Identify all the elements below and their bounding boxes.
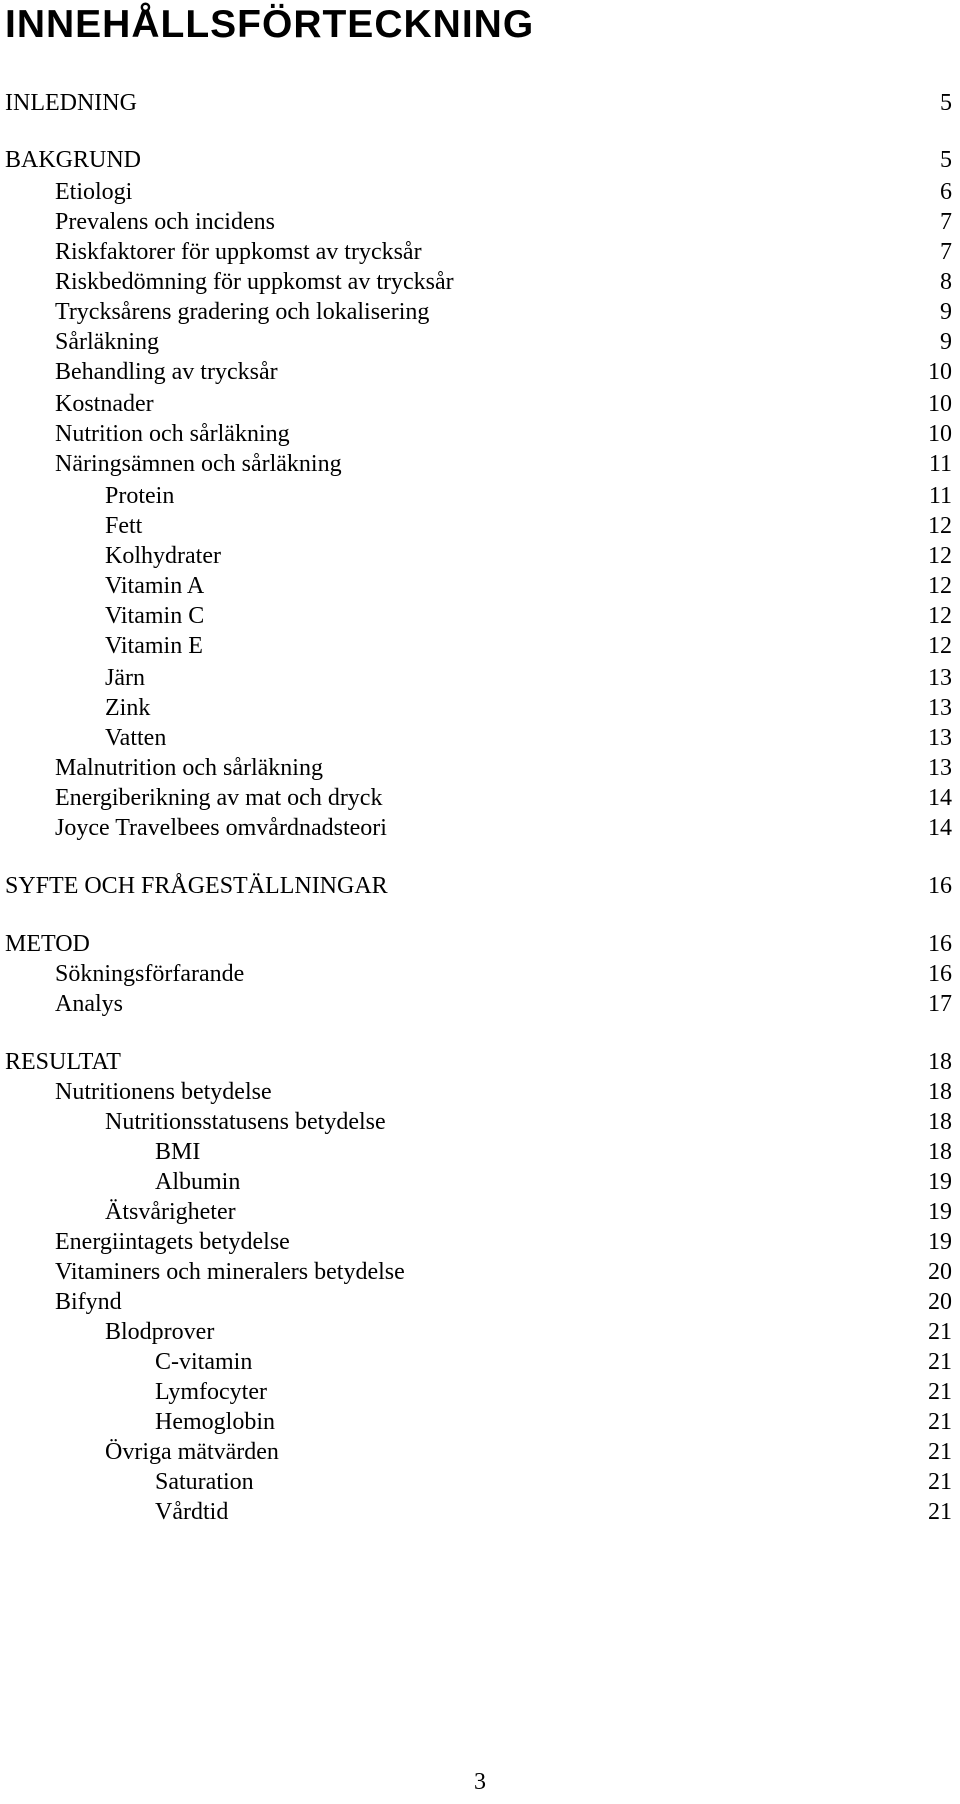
toc-entry-label: Vitaminers och mineralers betydelse [55,1259,405,1285]
toc-entry-label: Fett [105,513,143,539]
toc-entry-page: 5 [940,90,952,116]
toc-entry-label: Albumin [155,1169,241,1195]
toc-entry[interactable] [0,510,960,542]
toc-entry-label: Etiologi [55,179,133,205]
toc-entry-label: RESULTAT [5,1049,121,1075]
toc-entry-label: BMI [155,1139,201,1165]
toc-entry-label: Kostnader [55,391,154,417]
toc-entry-label: Sårläkning [55,329,159,355]
page-number: 3 [474,1769,486,1795]
toc-entry-page: 9 [940,329,952,355]
toc-entry-label: Energiintagets betydelse [55,1229,290,1255]
toc-entry-page: 18 [928,1139,952,1165]
toc-entry-label: Nutrition och sårläkning [55,421,290,447]
toc-entry-label: Vitamin E [105,633,203,659]
toc-entry-page: 6 [940,179,952,205]
toc-entry-label: METOD [5,931,90,957]
toc-entry[interactable] [0,326,960,358]
toc-entry-label: BAKGRUND [5,147,142,173]
toc-entry[interactable] [0,1316,960,1348]
toc-entry[interactable] [0,1496,960,1528]
toc-entry[interactable] [0,388,960,420]
toc-entry[interactable] [0,988,960,1020]
toc-entry-label: Zink [105,695,151,721]
toc-entry[interactable] [0,752,960,784]
toc-entry[interactable] [0,540,960,572]
toc-entry-page: 11 [928,483,952,509]
toc-entry-page: 19 [928,1229,952,1255]
toc-entry[interactable] [0,1166,960,1198]
toc-entry[interactable] [0,630,960,662]
toc-entry-page: 11 [928,451,952,477]
toc-entry-page: 10 [928,359,952,385]
toc-entry-label: Bifynd [55,1289,122,1315]
toc-entry-page: 7 [940,239,952,265]
toc-entry-label: Saturation [155,1469,254,1495]
toc-entry-page: 13 [928,725,952,751]
toc-entry[interactable] [0,418,960,450]
toc-entry[interactable] [0,1286,960,1318]
toc-entry-page: 16 [928,873,952,899]
toc-entry[interactable] [0,662,960,694]
toc-entry-label: Sökningsförfarande [55,961,245,987]
toc-entry[interactable] [0,1136,960,1168]
toc-entry-page: 21 [928,1379,952,1405]
toc-entry[interactable] [0,570,960,602]
toc-entry-page: 12 [928,543,952,569]
toc-entry[interactable] [0,812,960,844]
toc-entry-label: INLEDNING [5,90,137,116]
toc-entry-label: Trycksårens gradering och lokalisering [55,299,430,325]
toc-entry[interactable] [0,600,960,632]
toc-entry[interactable] [0,144,960,176]
toc-entry-page: 8 [940,269,952,295]
toc-entry[interactable] [0,1466,960,1498]
toc-entry-label: Energiberikning av mat och dryck [55,785,383,811]
toc-entry-label: Riskbedömning för uppkomst av trycksår [55,269,454,295]
toc-entry-page: 12 [928,513,952,539]
toc-entry-label: Vatten [105,725,167,751]
toc-entry-page: 21 [928,1409,952,1435]
toc-entry-label: Behandling av trycksår [55,359,278,385]
toc-entry[interactable] [0,1046,960,1078]
toc-entry[interactable] [0,958,960,990]
toc-entry-page: 10 [928,391,952,417]
toc-entry-label: Järn [105,665,145,691]
toc-entry[interactable] [0,1346,960,1378]
toc-entry-page: 12 [928,633,952,659]
toc-entry-page: 21 [928,1499,952,1525]
toc-entry-page: 20 [928,1289,952,1315]
toc-entry[interactable] [0,448,960,480]
toc-entry-label: C-vitamin [155,1349,253,1375]
toc-entry[interactable] [0,1196,960,1228]
toc-entry[interactable] [0,1406,960,1438]
toc-entry[interactable] [0,1436,960,1468]
toc-entry-page: 14 [928,815,952,841]
toc-entry-page: 18 [928,1049,952,1075]
toc-entry-label: Protein [105,483,175,509]
toc-entry[interactable] [0,1256,960,1288]
toc-entry-page: 21 [928,1319,952,1345]
toc-entry-label: Malnutrition och sårläkning [55,755,323,781]
toc-entry-label: Ätsvårigheter [105,1199,236,1225]
toc-entry-page: 18 [928,1079,952,1105]
page-title: INNEHÅLLSFÖRTECKNING [5,3,535,46]
toc-entry-page: 13 [928,755,952,781]
toc-entry-page: 20 [928,1259,952,1285]
toc-entry[interactable] [0,296,960,328]
toc-entry-page: 18 [928,1109,952,1135]
toc-entry-page: 19 [928,1169,952,1195]
toc-entry[interactable] [0,480,960,512]
toc-entry[interactable] [0,928,960,960]
toc-entry-page: 10 [928,421,952,447]
toc-entry-page: 21 [928,1439,952,1465]
toc-entry-label: Nutritionens betydelse [55,1079,272,1105]
toc-entry-page: 12 [928,573,952,599]
toc-entry[interactable] [0,870,960,902]
toc-entry[interactable] [0,692,960,724]
toc-entry-label: Vårdtid [155,1499,229,1525]
toc-entry-label: Näringsämnen och sårläkning [55,451,342,477]
toc-entry-label: Joyce Travelbees omvårdnadsteori [55,815,387,841]
toc-entry[interactable] [0,266,960,298]
toc-entry-label: Lymfocyter [155,1379,267,1405]
toc-entry-label: Nutritionsstatusens betydelse [105,1109,386,1135]
toc-entry-page: 16 [928,961,952,987]
toc-entry-label: Prevalens och incidens [55,209,275,235]
toc-entry[interactable] [0,1226,960,1258]
toc-entry-label: Övriga mätvärden [105,1439,279,1465]
toc-entry-label: Blodprover [105,1319,215,1345]
toc-entry[interactable] [0,722,960,754]
toc-entry-label: Vitamin A [105,573,205,599]
toc-entry-page: 16 [928,931,952,957]
toc-entry-label: Analys [55,991,123,1017]
toc-entry[interactable] [0,356,960,388]
toc-entry[interactable] [0,206,960,238]
toc-entry-page: 21 [928,1349,952,1375]
toc-entry-label: Hemoglobin [155,1409,275,1435]
toc-entry[interactable] [0,1076,960,1108]
toc-entry-page: 12 [928,603,952,629]
toc-entry[interactable] [0,87,960,119]
toc-entry-page: 19 [928,1199,952,1225]
toc-entry-page: 17 [928,991,952,1017]
toc-entry-page: 7 [940,209,952,235]
toc-entry-page: 5 [940,147,952,173]
toc-entry[interactable] [0,1106,960,1138]
toc-entry[interactable] [0,176,960,208]
toc-entry-label: SYFTE OCH FRÅGESTÄLLNINGAR [5,873,388,899]
toc-entry-page: 14 [928,785,952,811]
toc-entry-page: 21 [928,1469,952,1495]
toc-entry-label: Riskfaktorer för uppkomst av trycksår [55,239,422,265]
toc-entry-page: 9 [940,299,952,325]
toc-entry-page: 13 [928,695,952,721]
toc-entry[interactable] [0,236,960,268]
toc-entry[interactable] [0,782,960,814]
toc-entry[interactable] [0,1376,960,1408]
toc-entry-label: Kolhydrater [105,543,221,569]
toc-entry-label: Vitamin C [105,603,205,629]
toc-entry-page: 13 [928,665,952,691]
